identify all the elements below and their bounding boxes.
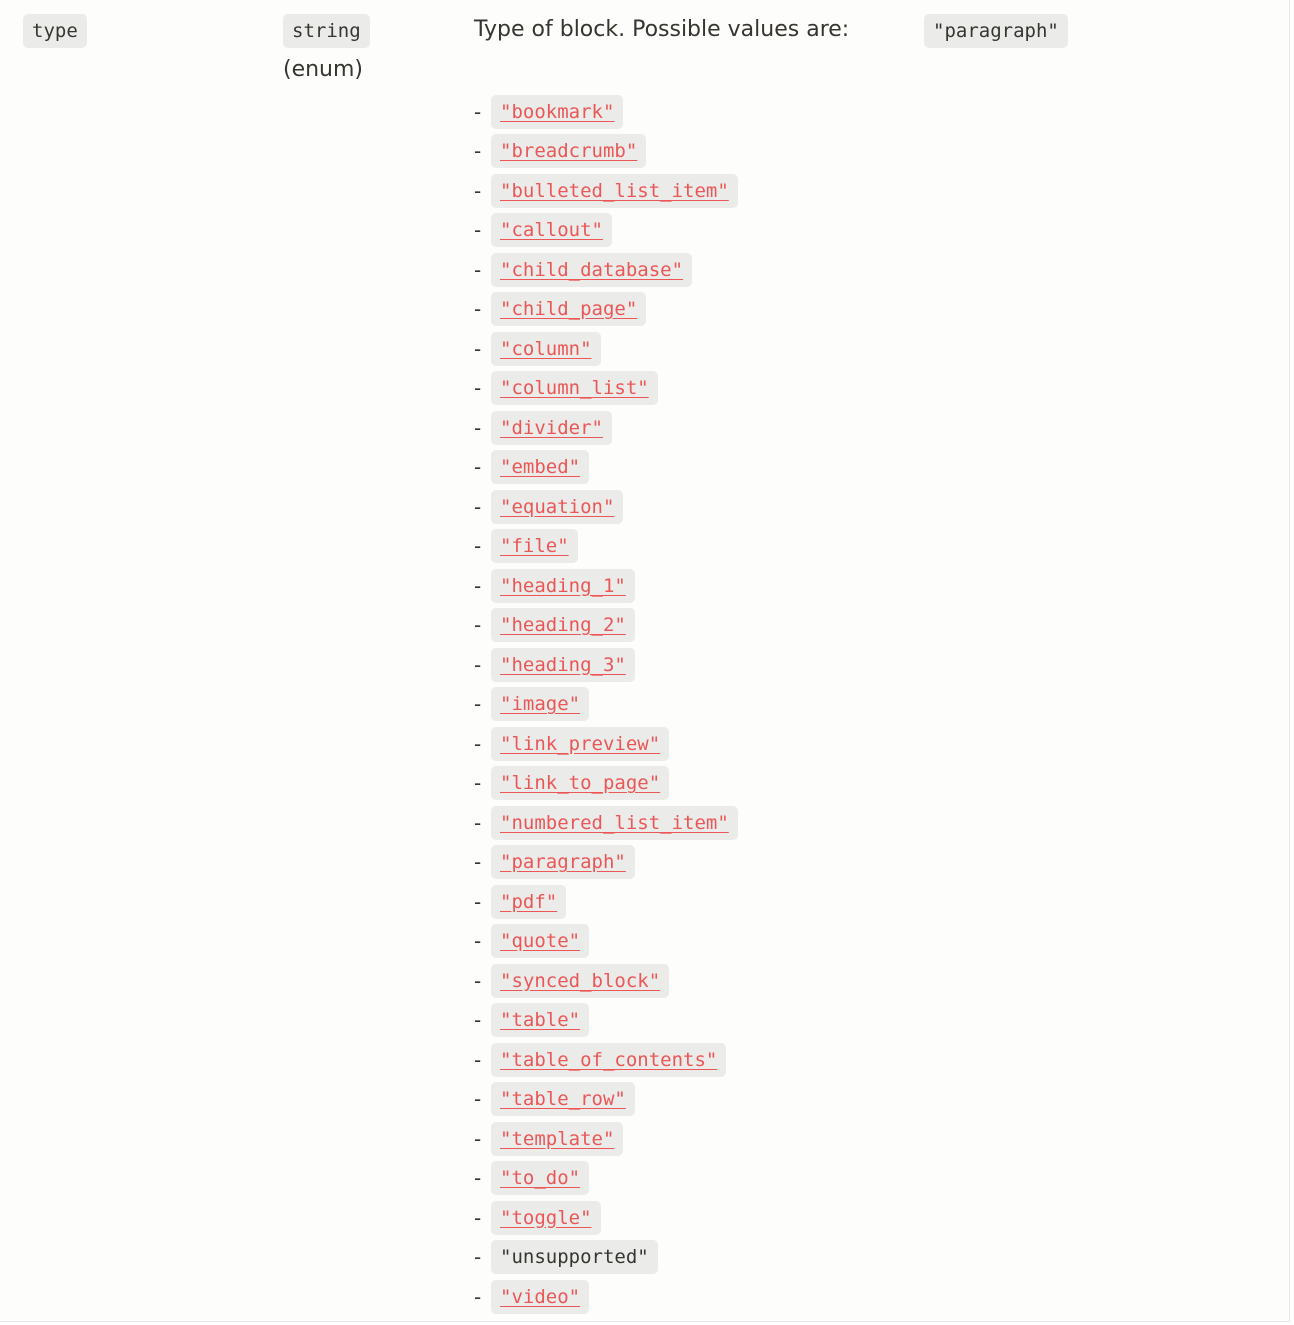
list-marker: - (474, 1245, 482, 1270)
enum-value-item (474, 1238, 738, 1278)
property-description: Type of block. Possible values are: (474, 17, 850, 42)
enum-value-item (474, 1159, 738, 1199)
enum-values-list (474, 92, 738, 1317)
enum-value-item (474, 922, 738, 962)
list-marker: - (474, 810, 482, 835)
enum-value-item (474, 1119, 738, 1159)
list-marker: - (474, 99, 482, 124)
enum-value-link[interactable]: "bookmark" (491, 95, 623, 129)
enum-value-item (474, 369, 738, 409)
enum-value-item (474, 487, 738, 527)
list-marker: - (474, 889, 482, 914)
enum-value-link[interactable]: "link_to_page" (491, 766, 669, 800)
enum-value-link[interactable]: "template" (491, 1122, 623, 1156)
enum-value-item (474, 1198, 738, 1238)
enum-value-item (474, 1001, 738, 1041)
enum-value-item (474, 803, 738, 843)
enum-value-item (474, 448, 738, 488)
enum-value-item (474, 566, 738, 606)
enum-value-item (474, 606, 738, 646)
list-marker: - (474, 771, 482, 796)
list-marker: - (474, 731, 482, 756)
list-marker: - (474, 1284, 482, 1309)
enum-value-item (474, 408, 738, 448)
enum-value-item (474, 329, 738, 369)
property-name: type (23, 14, 87, 48)
list-marker: - (474, 455, 482, 480)
enum-value-item (474, 250, 738, 290)
enum-value-link[interactable]: "bulleted_list_item" (491, 174, 738, 208)
enum-value-item (474, 211, 738, 251)
enum-value-link[interactable]: "to_do" (491, 1161, 589, 1195)
list-marker: - (474, 929, 482, 954)
property-type: string (283, 14, 370, 48)
enum-value-link[interactable]: "table_of_contents" (491, 1043, 726, 1077)
enum-value-link[interactable]: "pdf" (491, 885, 566, 919)
enum-value-link[interactable]: "child_page" (491, 292, 646, 326)
enum-value-link[interactable]: "synced_block" (491, 964, 669, 998)
enum-value-link[interactable]: "link_preview" (491, 727, 669, 761)
property-type-note: (enum) (283, 57, 364, 82)
enum-value-item (474, 132, 738, 172)
enum-value-link[interactable]: "numbered_list_item" (491, 806, 738, 840)
list-marker: - (474, 534, 482, 559)
list-marker: - (474, 1047, 482, 1072)
list-marker: - (474, 692, 482, 717)
enum-value-link[interactable]: "heading_3" (491, 648, 635, 682)
enum-value-item (474, 1277, 738, 1317)
enum-value-item (474, 645, 738, 685)
enum-value-item (474, 764, 738, 804)
enum-value-link[interactable]: "heading_2" (491, 608, 635, 642)
enum-value-link[interactable]: "quote" (491, 924, 589, 958)
list-marker: - (474, 652, 482, 677)
enum-value-link[interactable]: "paragraph" (491, 845, 635, 879)
enum-value-item (474, 685, 738, 725)
list-marker: - (474, 1166, 482, 1191)
enum-value-link[interactable]: "embed" (491, 450, 589, 484)
enum-value-link[interactable]: "equation" (491, 490, 623, 524)
list-marker: - (474, 297, 482, 322)
enum-value-link[interactable]: "table_row" (491, 1082, 635, 1116)
list-marker: - (474, 178, 482, 203)
enum-value-item (474, 724, 738, 764)
list-marker: - (474, 494, 482, 519)
enum-value-link[interactable]: "breadcrumb" (491, 134, 646, 168)
list-marker: - (474, 613, 482, 638)
list-marker: - (474, 968, 482, 993)
list-marker: - (474, 257, 482, 282)
enum-value-item (474, 882, 738, 922)
enum-value-link[interactable]: "toggle" (491, 1201, 601, 1235)
enum-value-item (474, 92, 738, 132)
list-marker: - (474, 1205, 482, 1230)
list-marker: - (474, 573, 482, 598)
enum-value-link[interactable]: "file" (491, 529, 578, 563)
list-marker: - (474, 1008, 482, 1033)
enum-value-item (474, 290, 738, 330)
enum-value-link[interactable]: "divider" (491, 411, 612, 445)
list-marker: - (474, 139, 482, 164)
enum-value-item (474, 1040, 738, 1080)
enum-value-link[interactable]: "column_list" (491, 371, 658, 405)
enum-value-link[interactable]: "image" (491, 687, 589, 721)
enum-value-link[interactable]: "column" (491, 332, 601, 366)
enum-value-item (474, 961, 738, 1001)
enum-value-link[interactable]: "child_database" (491, 253, 692, 287)
enum-value-item (474, 527, 738, 567)
enum-value-item (474, 843, 738, 883)
list-marker: - (474, 1126, 482, 1151)
enum-value-link[interactable]: "table" (491, 1003, 589, 1037)
list-marker: - (474, 850, 482, 875)
list-marker: - (474, 1087, 482, 1112)
enum-value-link[interactable]: "heading_1" (491, 569, 635, 603)
list-marker: - (474, 376, 482, 401)
list-marker: - (474, 336, 482, 361)
list-marker: - (474, 218, 482, 243)
enum-value-item (474, 1080, 738, 1120)
enum-value: "unsupported" (491, 1240, 658, 1274)
enum-value-link[interactable]: "video" (491, 1280, 589, 1314)
enum-value-item (474, 171, 738, 211)
enum-value-link[interactable]: "callout" (491, 213, 612, 247)
property-example: "paragraph" (924, 14, 1068, 48)
list-marker: - (474, 415, 482, 440)
